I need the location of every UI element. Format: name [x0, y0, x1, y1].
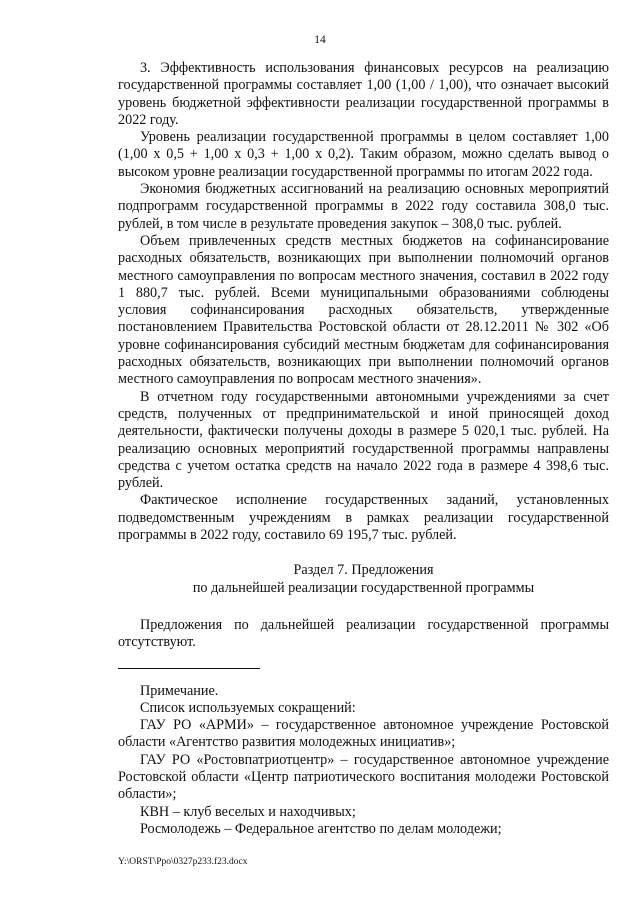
paragraph-implementation-level: Уровень реализации государственной программы в целом составляет 1,00 (1,00 х 0,5 + 1,00 х 0,3 + 1,00 х 0,2). Таким образом, можно сделать вывод о высоком уровне реализации государственной программы по итогам 2022 года.: [118, 129, 609, 180]
section-heading-line1: Раздел 7. Предложения: [293, 562, 434, 579]
note-title: Примечание.: [140, 682, 219, 699]
abbreviation-item: КВН – клуб веселых и находчивых;: [140, 803, 356, 820]
section-heading: [118, 562, 609, 597]
abbreviation-item: ГАУ РО «Ростовпатриотцентр» – государственное автономное учреждение Ростовской области «Центр патриотического воспитания молодежи Ростовской области»;: [118, 751, 609, 803]
paragraph-local-budgets: Объем привлеченных средств местных бюджетов на софинансирование расходных обязательств, возникающих при выполнении полномочий органов местного самоуправления по вопросам местного значения, составил в 2022 году 1 880,7 тыс. рублей. Всеми муниципальными образованиями соблюдены условия софинансирования расходных обязательств, утвержденные постановлением Правительства Ростовской области от 28.12.2011 № 302 «Об уровне софинансирования субсидий местным бюджетам для софинансирования расходных обязательств, возникающих при выполнении полномочий органов местного самоуправления по вопросам местного значения».: [118, 232, 609, 388]
file-path-footer: Y:\ORST\Ppo\0327p233.f23.docx: [118, 857, 248, 867]
section-heading-line2: по дальнейшей реализации государственной программы: [192, 579, 535, 596]
page-number: 14: [314, 34, 326, 46]
paragraph-efficiency: 3. Эффективность использования финансовых ресурсов на реализацию государственной программы составляет 1,00 (1,00 / 1,00), что означает высокий уровень бюджетной эффективности реализации государственной программы в 2022 году.: [118, 60, 609, 128]
abbreviations-list-title: Список используемых сокращений:: [140, 699, 356, 716]
section-text: Предложения по дальнейшей реализации государственной программы отсутствуют.: [118, 616, 609, 651]
paragraph-autonomous-institutions: В отчетном году государственными автономными учреждениями за счет средств, полученных от предпринимательской и иной приносящей доход деятельности, фактически получены доходы в размере 5 020,1 тыс. рублей. На реализацию основных мероприятий государственной программы направлены средства с учетом остатка средств на начало 2022 года в размере 4 398,6 тыс. рублей.: [118, 388, 609, 492]
abbreviation-item: Росмолодежь – Федеральное агентство по делам молодежи;: [140, 820, 502, 837]
paragraph-budget-savings: Экономия бюджетных ассигнований на реализацию основных мероприятий подпрограмм государственной программы в 2022 году составила 308,0 тыс. рублей, в том числе в результате проведения закупок – 308,0 тыс. рублей.: [118, 181, 609, 232]
footnote-divider: [118, 668, 260, 669]
document-body: [118, 60, 609, 838]
paragraph-state-assignments: Фактическое исполнение государственных заданий, установленных подведомственным учреждениям в рамках реализации государственной программы в 2022 году, составило 69 195,7 тыс. рублей.: [118, 492, 609, 544]
abbreviation-item: ГАУ РО «АРМИ» – государственное автономное учреждение Ростовской области «Агентство развития молодежных инициатив»;: [118, 717, 609, 751]
